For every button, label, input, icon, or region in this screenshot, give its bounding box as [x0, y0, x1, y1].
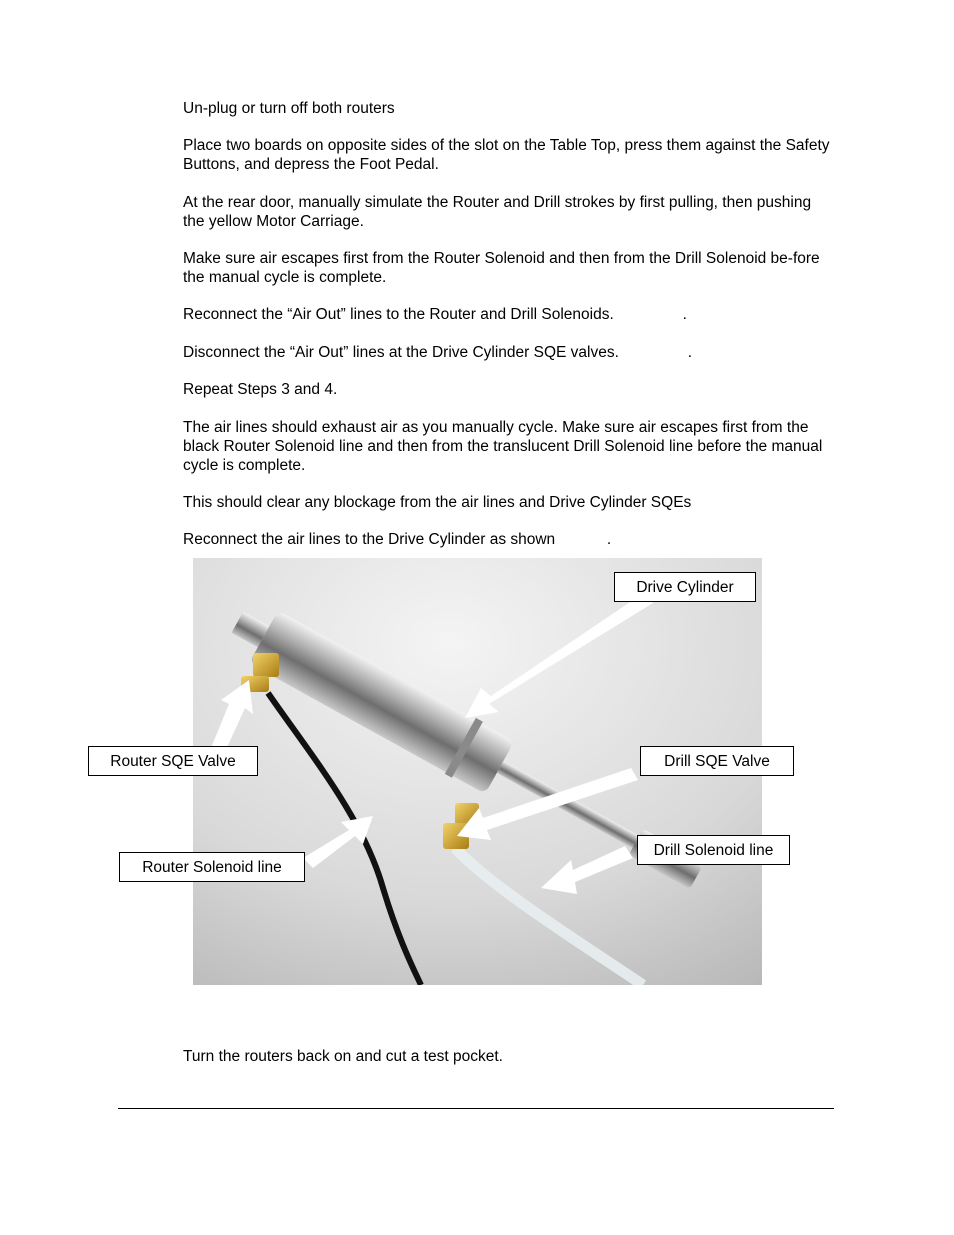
step-simulate-strokes: At the rear door, manually simulate the Router and Drill strokes by first pulling, then pushing the yellow Motor Carriage. — [183, 194, 812, 230]
step-check-air-escape: Make sure air escapes first from the Router Solenoid and then from the Drill Solenoid be-fore the manual cycle is complete. — [183, 250, 820, 286]
footer-rule — [118, 1108, 834, 1109]
step-clear-blockage: This should clear any blockage from the air lines and Drive Cylinder SQEs — [183, 494, 692, 511]
callout-router-solenoid-line: Router Solenoid line — [119, 852, 305, 882]
step-place-boards: Place two boards on opposite sides of the slot on the Table Top, press them against the Safety Buttons, and depress the Foot Pedal. — [183, 137, 830, 173]
callout-drill-solenoid-line: Drill Solenoid line — [637, 835, 790, 865]
step-repeat: Repeat Steps 3 and 4. — [183, 381, 338, 398]
step-exhaust-air: The air lines should exhaust air as you manually cycle. Make sure air escapes first from the black Router Solenoid line and then from the translucent Drill Solenoid line before the manual cycle is complete. — [183, 419, 823, 474]
step-disconnect-air-out: Disconnect the “Air Out” lines at the Drive Cylinder SQE valves. . — [183, 344, 693, 361]
step-unplug-routers: Un-plug or turn off both routers — [183, 100, 395, 117]
step-reconnect-air-out: Reconnect the “Air Out” lines to the Router and Drill Solenoids. . — [183, 306, 687, 323]
callout-router-sqe-valve: Router SQE Valve — [88, 746, 258, 776]
step-test-pocket: Turn the routers back on and cut a test pocket. — [183, 1048, 503, 1065]
step-reconnect-air-lines: Reconnect the air lines to the Drive Cylinder as shown . — [183, 531, 612, 548]
callout-drill-sqe-valve: Drill SQE Valve — [640, 746, 794, 776]
callout-drive-cylinder: Drive Cylinder — [614, 572, 756, 602]
